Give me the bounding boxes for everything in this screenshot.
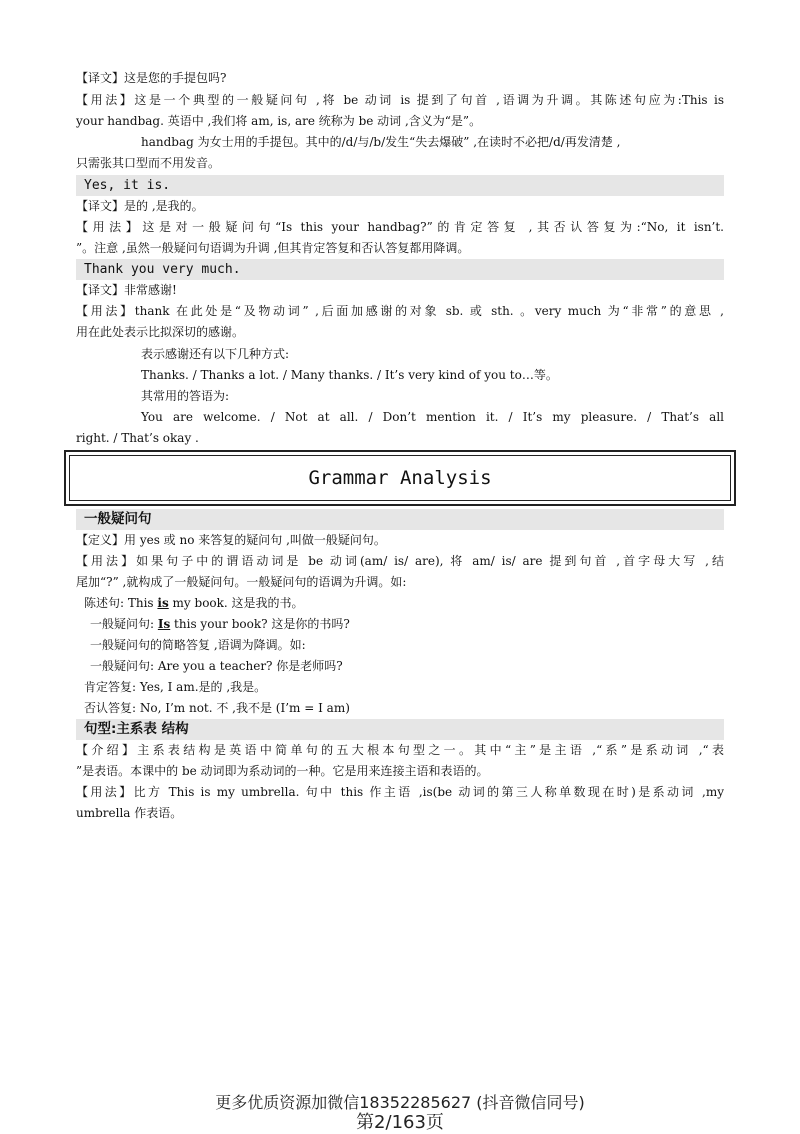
example-text: 一般疑问句: bbox=[90, 617, 158, 631]
text-line: 其常用的答语为: bbox=[141, 389, 230, 403]
footer-note: 更多优质资源加微信18352285627 (抖音微信同号) bbox=[215, 1093, 585, 1112]
section-heading-bar: 句型:主系表 结构 bbox=[76, 719, 724, 740]
text-line: 表示感谢还有以下几种方式: bbox=[141, 347, 290, 361]
example-line: 否认答复: No, I’m not. 不 ,我不是 (I’m = I am) bbox=[84, 701, 350, 715]
text-line: 尾加“?” ,就构成了一般疑问句。一般疑问句的语调为升调。如: bbox=[76, 575, 407, 589]
text-line: ”。注意 ,虽然一般疑问句语调为升调 ,但其肯定答复和否认答复都用降调。 bbox=[76, 241, 470, 255]
usage-line: 【用法】比方 This is my umbrella. 句中 this 作主语 ,is(be 动词的第三人称单数现在时)是系动词 ,my bbox=[76, 785, 724, 799]
translation-line: 【译文】是的 ,是我的。 bbox=[76, 199, 204, 213]
text-line: Thanks. / Thanks a lot. / Many thanks. / It’s very kind of you to…等。 bbox=[141, 368, 558, 382]
underlined-word: is bbox=[157, 596, 169, 610]
definition-line: 【定义】用 yes 或 no 来答复的疑问句 ,叫做一般疑问句。 bbox=[76, 533, 386, 547]
text-line: 只需张其口型而不用发音。 bbox=[76, 156, 221, 170]
intro-line: 【介绍】主系表结构是英语中简单句的五大根本句型之一。其中“主”是主语 ,“系”是系动词 ,“表 bbox=[76, 743, 724, 757]
usage-line: 【用法】这是一个典型的一般疑问句 ,将 be 动词 is 提到了句首 ,语调为升调。其陈述句应为:This is bbox=[76, 93, 724, 107]
sentence-bar: Thank you very much. bbox=[76, 259, 724, 280]
text-line: right. / That’s okay . bbox=[76, 431, 199, 445]
text-line: You are welcome. / Not at all. / Don’t mention it. / It’s my pleasure. / That’s all bbox=[141, 410, 724, 424]
translation-line: 【译文】非常感谢! bbox=[76, 283, 177, 297]
example-line bbox=[90, 614, 724, 635]
grammar-analysis-title: Grammar Analysis bbox=[69, 455, 731, 501]
example-text: 陈述句: This bbox=[84, 596, 158, 610]
example-text: my book. 这是我的书。 bbox=[168, 596, 304, 610]
text-line: umbrella 作表语。 bbox=[76, 806, 183, 820]
section-heading-bar: 一般疑问句 bbox=[76, 509, 724, 530]
text-line: ”是表语。本课中的 be 动词即为系动词的一种。它是用来连接主语和表语的。 bbox=[76, 764, 489, 778]
usage-line: 【用法】如果句子中的谓语动词是 be 动词(am/ is/ are), 将 am/ is/ are 提到句首 ,首字母大写 ,结 bbox=[76, 554, 724, 568]
usage-line: 【用法】thank 在此处是“及物动词” ,后面加感谢的对象 sb. 或 sth. 。very much 为“非常”的意思 , bbox=[76, 304, 724, 318]
page-number: 第2/163页 bbox=[356, 1112, 444, 1133]
example-line: 一般疑问句: Are you a teacher? 你是老师吗? bbox=[90, 659, 343, 673]
text-line: 一般疑问句的简略答复 ,语调为降调。如: bbox=[90, 638, 306, 652]
text-line: 用在此处表示比拟深切的感谢。 bbox=[76, 325, 245, 339]
text-line: handbag 为女士用的手提包。其中的/d/与/b/发生“失去爆破” ,在读时不必把/d/再发清楚 , bbox=[141, 135, 621, 149]
example-text: this your book? 这是你的书吗? bbox=[170, 617, 350, 631]
usage-line: 【用法】这是对一般疑问句“Is this your handbag?”的肯定答复 ,其否认答复为:“No, it isn’t. bbox=[76, 220, 724, 234]
translation-line: 【译文】这是您的手提包吗? bbox=[76, 71, 227, 85]
underlined-word: Is bbox=[157, 617, 171, 631]
grammar-analysis-box bbox=[64, 450, 736, 506]
example-line bbox=[84, 593, 724, 614]
sentence-bar: Yes, it is. bbox=[76, 175, 724, 196]
example-line: 肯定答复: Yes, I am.是的 ,我是。 bbox=[84, 680, 267, 694]
text-line: your handbag. 英语中 ,我们将 am, is, are 统称为 be 动词 ,含义为“是”。 bbox=[76, 114, 482, 128]
